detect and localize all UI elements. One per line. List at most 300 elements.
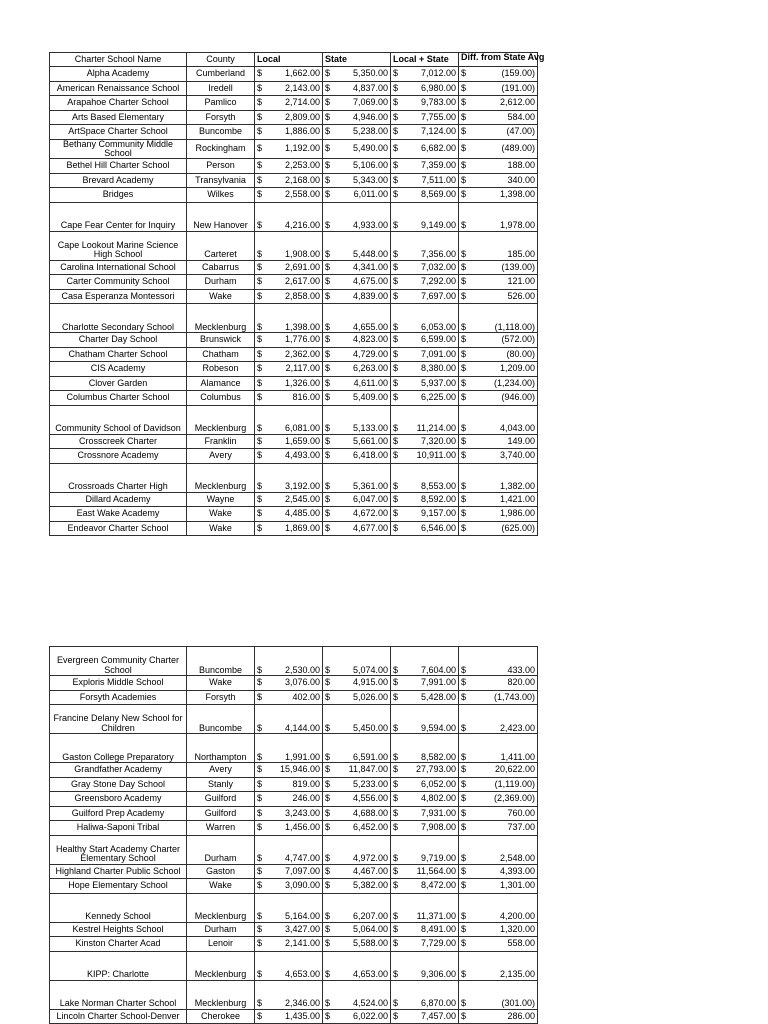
diff-cell[interactable] [459,676,538,691]
county-cell[interactable]: Brunswick [187,333,255,348]
local-cell[interactable] [255,110,323,125]
diff-cell[interactable] [459,376,538,391]
school-name-cell[interactable]: Francine Delany New School for Children [50,705,187,734]
local-state-cell[interactable] [391,806,459,821]
local-state-cell[interactable] [391,139,459,159]
county-cell[interactable]: Durham [187,275,255,290]
school-name-cell[interactable]: American Renaissance School [50,81,187,96]
diff-cell[interactable] [459,864,538,879]
local-cell[interactable] [255,391,323,406]
local-state-cell[interactable] [391,275,459,290]
local-state-cell[interactable] [391,835,459,864]
local-state-cell[interactable] [391,347,459,362]
local-state-cell[interactable] [391,763,459,778]
school-name-cell[interactable]: Kennedy School [50,893,187,922]
county-cell[interactable]: Lenoir [187,937,255,952]
header-state[interactable]: State [323,53,391,67]
county-cell[interactable]: Buncombe [187,125,255,140]
diff-cell[interactable] [459,705,538,734]
diff-cell[interactable] [459,110,538,125]
school-name-cell[interactable]: Community School of Davidson [50,405,187,434]
school-name-cell[interactable]: Healthy Start Academy Charter Elementary School [50,835,187,864]
state-cell[interactable] [323,125,391,140]
diff-cell[interactable] [459,792,538,807]
local-cell[interactable] [255,463,323,492]
diff-cell[interactable] [459,289,538,304]
state-cell[interactable] [323,937,391,952]
diff-cell[interactable] [459,806,538,821]
local-cell-value: 2,809.00 [284,111,320,122]
local-cell[interactable] [255,67,323,82]
local-cell[interactable] [255,980,323,1009]
diff-cell[interactable] [459,405,538,434]
school-name-cell[interactable]: Dillard Academy [50,492,187,507]
diff-cell[interactable] [459,1009,538,1024]
diff-cell[interactable] [459,937,538,952]
state-cell[interactable] [323,81,391,96]
state-cell[interactable] [323,922,391,937]
local-state-cell[interactable] [391,893,459,922]
school-name-cell[interactable]: Endeavor Charter School [50,521,187,536]
school-name-cell[interactable]: Cape Fear Center for Inquiry [50,202,187,231]
school-name-cell[interactable]: Greensboro Academy [50,792,187,807]
state-cell[interactable] [323,347,391,362]
county-cell[interactable]: Gaston [187,864,255,879]
local-cell[interactable] [255,507,323,522]
state-cell[interactable] [323,67,391,82]
local-cell[interactable] [255,806,323,821]
local-cell[interactable] [255,173,323,188]
local-state-cell[interactable] [391,1009,459,1024]
diff-cell[interactable] [459,835,538,864]
diff-cell[interactable] [459,647,538,676]
county-cell[interactable]: Chatham [187,347,255,362]
local-state-cell[interactable] [391,463,459,492]
diff-cell[interactable] [459,347,538,362]
local-state-cell[interactable] [391,376,459,391]
state-cell[interactable] [323,260,391,275]
diff-cell[interactable] [459,67,538,82]
county-cell[interactable]: Wake [187,521,255,536]
currency-symbol: $ [325,998,331,1009]
local-cell[interactable] [255,260,323,275]
county-cell[interactable]: Transylvania [187,173,255,188]
diff-cell[interactable] [459,434,538,449]
local-cell[interactable] [255,734,323,763]
local-state-cell[interactable] [391,647,459,676]
state-cell[interactable] [323,376,391,391]
diff-cell[interactable] [459,202,538,231]
school-name-cell[interactable]: Kestrel Heights School [50,922,187,937]
state-cell[interactable] [323,188,391,203]
currency-symbol: $ [325,290,331,301]
diff-cell[interactable] [459,521,538,536]
currency-symbol: $ [393,677,399,688]
local-cell[interactable] [255,492,323,507]
diff-cell[interactable] [459,777,538,792]
state-cell[interactable] [323,304,391,333]
state-cell[interactable] [323,690,391,705]
county-cell[interactable]: Carteret [187,231,255,260]
county-cell[interactable]: Durham [187,922,255,937]
diff-cell[interactable] [459,231,538,260]
county-cell[interactable]: Cherokee [187,1009,255,1024]
local-state-cell[interactable] [391,96,459,111]
local-cell[interactable] [255,139,323,159]
table-row [50,690,538,705]
state-cell[interactable] [323,777,391,792]
school-name-cell[interactable]: Guilford Prep Academy [50,806,187,821]
table-row [50,777,538,792]
state-cell[interactable] [323,763,391,778]
local-state-cell[interactable] [391,81,459,96]
county-cell[interactable]: Wake [187,879,255,894]
local-cell[interactable] [255,705,323,734]
diff-cell[interactable] [459,391,538,406]
county-cell[interactable]: Wake [187,507,255,522]
local-state-cell[interactable] [391,492,459,507]
school-name-cell[interactable]: Columbus Charter School [50,391,187,406]
school-name-cell[interactable]: Carolina International School [50,260,187,275]
local-state-cell[interactable] [391,188,459,203]
county-cell[interactable]: Warren [187,821,255,836]
state-cell[interactable] [323,893,391,922]
diff-cell[interactable] [459,260,538,275]
diff-cell[interactable] [459,173,538,188]
school-name-cell[interactable]: Charter Day School [50,333,187,348]
local-state-cell[interactable] [391,821,459,836]
diff-cell[interactable] [459,893,538,922]
school-name-cell[interactable]: East Wake Academy [50,507,187,522]
county-cell[interactable]: Pamlico [187,96,255,111]
diff-cell[interactable] [459,980,538,1009]
local-cell[interactable] [255,763,323,778]
school-name-cell[interactable]: Arts Based Elementary [50,110,187,125]
school-name-cell[interactable]: ArtSpace Charter School [50,125,187,140]
local-state-cell[interactable] [391,67,459,82]
diff-cell[interactable] [459,96,538,111]
local-state-cell[interactable] [391,705,459,734]
local-cell[interactable] [255,362,323,377]
local-cell[interactable] [255,275,323,290]
county-cell[interactable]: Mecklenburg [187,893,255,922]
county-cell[interactable]: Cumberland [187,67,255,82]
local-state-cell[interactable] [391,405,459,434]
county-cell[interactable]: New Hanover [187,202,255,231]
school-name-cell[interactable]: KIPP: Charlotte [50,951,187,980]
local-cell[interactable] [255,676,323,691]
school-name-cell[interactable]: Bethel Hill Charter School [50,159,187,174]
county-cell[interactable]: Robeson [187,362,255,377]
state-cell[interactable] [323,333,391,348]
school-name-cell[interactable]: CIS Academy [50,362,187,377]
local-state-cell[interactable] [391,110,459,125]
diff-cell[interactable] [459,507,538,522]
local-cell[interactable] [255,937,323,952]
local-state-cell[interactable] [391,449,459,464]
school-name-cell[interactable]: Chatham Charter School [50,347,187,362]
county-cell[interactable]: Mecklenburg [187,304,255,333]
currency-symbol: $ [393,126,399,137]
state-cell[interactable] [323,864,391,879]
local-state-cell[interactable] [391,125,459,140]
local-cell[interactable] [255,304,323,333]
school-name-cell[interactable]: Alpha Academy [50,67,187,82]
county-cell[interactable]: Mecklenburg [187,980,255,1009]
local-state-cell[interactable] [391,864,459,879]
school-name-cell[interactable]: Lincoln Charter School-Denver [50,1009,187,1024]
local-cell[interactable] [255,202,323,231]
local-cell[interactable] [255,125,323,140]
county-cell[interactable]: Cabarrus [187,260,255,275]
school-name-cell[interactable]: Bridges [50,188,187,203]
diff-cell[interactable] [459,304,538,333]
local-state-cell[interactable] [391,507,459,522]
local-state-cell[interactable] [391,922,459,937]
local-cell[interactable] [255,922,323,937]
diff-cell[interactable] [459,951,538,980]
county-cell[interactable]: Buncombe [187,705,255,734]
diff-cell[interactable] [459,81,538,96]
county-cell[interactable]: Wilkes [187,188,255,203]
county-cell[interactable]: Mecklenburg [187,405,255,434]
header-school-name[interactable]: Charter School Name [50,53,187,67]
local-cell[interactable] [255,376,323,391]
local-state-cell[interactable] [391,937,459,952]
local-cell-value: 3,243.00 [284,807,320,818]
school-name-cell[interactable]: Hope Elementary School [50,879,187,894]
local-cell[interactable] [255,864,323,879]
diff-cell[interactable] [459,879,538,894]
state-cell[interactable] [323,521,391,536]
school-name-cell[interactable]: Lake Norman Charter School [50,980,187,1009]
header-county[interactable]: County [187,53,255,67]
diff-cell[interactable] [459,449,538,464]
local-cell[interactable] [255,231,323,260]
school-name-cell[interactable]: Brevard Academy [50,173,187,188]
school-name-cell[interactable]: Crossroads Charter High [50,463,187,492]
state-cell[interactable] [323,951,391,980]
state-cell[interactable] [323,980,391,1009]
local-cell[interactable] [255,951,323,980]
local-cell[interactable] [255,777,323,792]
county-cell[interactable]: Avery [187,449,255,464]
county-cell[interactable]: Wayne [187,492,255,507]
local-state-cell[interactable] [391,231,459,260]
state-cell[interactable] [323,821,391,836]
county-cell[interactable]: Durham [187,835,255,864]
state-cell[interactable] [323,806,391,821]
county-cell[interactable]: Rockingham [187,139,255,159]
local-state-cell[interactable] [391,304,459,333]
school-name-cell[interactable]: Cape Lookout Marine Science High School [50,231,187,260]
state-cell[interactable] [323,275,391,290]
state-cell[interactable] [323,449,391,464]
diff-cell-value: 4,043.00 [499,423,535,434]
state-cell-value: 4,653.00 [352,969,388,980]
state-cell[interactable] [323,434,391,449]
state-cell[interactable] [323,705,391,734]
school-name-cell[interactable]: Charlotte Secondary School [50,304,187,333]
diff-cell[interactable] [459,821,538,836]
school-name-cell[interactable]: Gray Stone Day School [50,777,187,792]
diff-cell[interactable] [459,139,538,159]
table-row [50,1009,538,1024]
local-state-cell[interactable] [391,980,459,1009]
state-cell[interactable] [323,792,391,807]
state-cell[interactable] [323,231,391,260]
diff-cell[interactable] [459,463,538,492]
currency-symbol: $ [461,664,467,675]
local-state-cell[interactable] [391,434,459,449]
state-cell[interactable] [323,647,391,676]
county-cell[interactable]: Guilford [187,806,255,821]
county-cell[interactable]: Mecklenburg [187,463,255,492]
currency-symbol: $ [257,450,263,461]
state-cell[interactable] [323,391,391,406]
local-cell[interactable] [255,81,323,96]
local-cell[interactable] [255,821,323,836]
school-name-cell[interactable]: Arapahoe Charter School [50,96,187,111]
school-name-cell[interactable]: Grandfather Academy [50,763,187,778]
county-cell[interactable]: Alamance [187,376,255,391]
local-state-cell[interactable] [391,676,459,691]
county-cell[interactable]: Avery [187,763,255,778]
school-name-cell[interactable]: Highland Charter Public School [50,864,187,879]
school-name-cell[interactable]: Evergreen Community Charter School [50,647,187,676]
state-cell[interactable] [323,289,391,304]
local-state-cell[interactable] [391,173,459,188]
state-cell[interactable] [323,173,391,188]
diff-cell[interactable] [459,188,538,203]
local-cell[interactable] [255,188,323,203]
local-state-cell[interactable] [391,777,459,792]
local-cell[interactable] [255,893,323,922]
local-cell[interactable] [255,159,323,174]
local-state-cell[interactable] [391,521,459,536]
state-cell[interactable] [323,362,391,377]
school-name-cell[interactable]: Forsyth Academies [50,690,187,705]
header-local[interactable]: Local [255,53,323,67]
local-cell[interactable] [255,333,323,348]
local-state-cell[interactable] [391,333,459,348]
local-cell[interactable] [255,690,323,705]
county-cell[interactable]: Person [187,159,255,174]
diff-cell[interactable] [459,362,538,377]
local-cell[interactable] [255,347,323,362]
county-cell[interactable]: Forsyth [187,110,255,125]
state-cell[interactable] [323,734,391,763]
county-cell[interactable]: Wake [187,289,255,304]
local-cell[interactable] [255,434,323,449]
local-state-cell[interactable] [391,391,459,406]
school-name-cell[interactable]: Carter Community School [50,275,187,290]
local-cell[interactable] [255,405,323,434]
diff-cell[interactable] [459,734,538,763]
local-state-cell[interactable] [391,951,459,980]
local-state-cell[interactable] [391,879,459,894]
diff-cell[interactable] [459,922,538,937]
school-name-cell[interactable]: Gaston College Preparatory [50,734,187,763]
county-cell[interactable]: Mecklenburg [187,951,255,980]
header-diff[interactable] [459,52,545,67]
state-cell[interactable] [323,492,391,507]
header-local-state[interactable]: Local + State [391,53,459,67]
state-cell[interactable] [323,159,391,174]
state-cell[interactable] [323,879,391,894]
school-name-cell[interactable]: Haliwa-Saponi Tribal [50,821,187,836]
local-cell[interactable] [255,521,323,536]
diff-cell[interactable] [459,333,538,348]
county-cell[interactable]: Franklin [187,434,255,449]
school-name-cell[interactable]: Clover Garden [50,376,187,391]
state-cell[interactable] [323,96,391,111]
local-state-cell[interactable] [391,734,459,763]
school-name-cell[interactable]: Bethany Community Middle School [50,139,187,159]
school-name-cell[interactable]: Crosscreek Charter [50,434,187,449]
local-state-cell[interactable] [391,159,459,174]
county-cell[interactable]: Stanly [187,777,255,792]
local-cell[interactable] [255,879,323,894]
state-cell[interactable] [323,110,391,125]
local-cell[interactable] [255,835,323,864]
local-cell[interactable] [255,647,323,676]
school-name-cell[interactable]: Exploris Middle School [50,676,187,691]
local-state-cell[interactable] [391,202,459,231]
county-cell[interactable]: Guilford [187,792,255,807]
county-cell[interactable]: Buncombe [187,647,255,676]
state-cell[interactable] [323,676,391,691]
local-state-cell[interactable] [391,792,459,807]
diff-cell[interactable] [459,763,538,778]
local-state-cell[interactable] [391,289,459,304]
local-cell[interactable] [255,449,323,464]
local-cell[interactable] [255,792,323,807]
diff-cell-value: 2,612.00 [499,97,535,108]
diff-cell[interactable] [459,125,538,140]
state-cell[interactable] [323,1009,391,1024]
county-cell[interactable]: Northampton [187,734,255,763]
state-cell-value: 4,677.00 [352,522,388,533]
school-name-cell[interactable]: Casa Esperanza Montessori [50,289,187,304]
local-state-cell[interactable] [391,690,459,705]
county-cell[interactable]: Wake [187,676,255,691]
state-cell[interactable] [323,463,391,492]
local-state-cell[interactable] [391,260,459,275]
state-cell[interactable] [323,507,391,522]
state-cell[interactable] [323,139,391,159]
local-cell[interactable] [255,96,323,111]
local-state-cell-value: 7,356.00 [420,249,456,260]
county-cell[interactable]: Columbus [187,391,255,406]
county-cell[interactable]: Forsyth [187,690,255,705]
currency-symbol: $ [325,334,331,345]
diff-cell[interactable] [459,690,538,705]
local-state-cell[interactable] [391,362,459,377]
local-cell[interactable] [255,1009,323,1024]
diff-cell[interactable] [459,275,538,290]
state-cell[interactable] [323,835,391,864]
diff-cell[interactable] [459,159,538,174]
school-name-cell[interactable]: Kinston Charter Acad [50,937,187,952]
diff-cell[interactable] [459,492,538,507]
school-name-cell[interactable]: Crossnore Academy [50,449,187,464]
currency-symbol: $ [325,793,331,804]
state-cell[interactable] [323,405,391,434]
local-cell[interactable] [255,289,323,304]
county-cell[interactable]: Iredell [187,81,255,96]
state-cell[interactable] [323,202,391,231]
